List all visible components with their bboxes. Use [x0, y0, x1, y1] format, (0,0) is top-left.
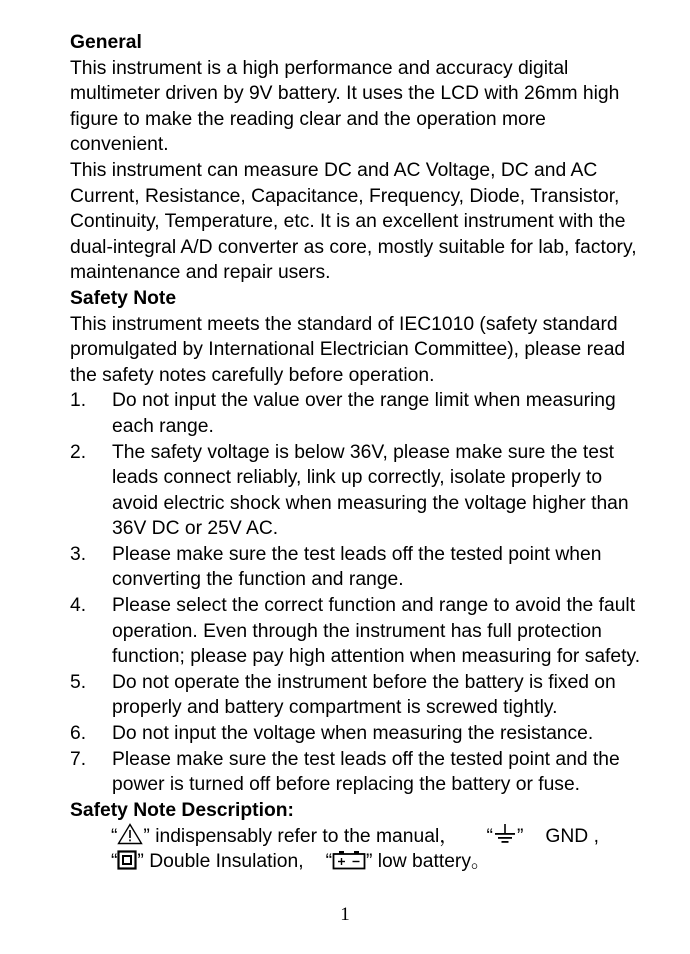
list-item: [70, 670, 670, 721]
text-line: dual-integral A/D converter as core, mostly suitable for lab, factory,: [70, 236, 637, 258]
list-item-number: 6.: [70, 723, 87, 745]
text-line: the safety notes carefully before operation.: [70, 364, 435, 386]
page-number: 1: [340, 904, 350, 925]
low-battery-icon: [332, 850, 366, 870]
list-item: [70, 388, 670, 439]
list-item-number: 3.: [70, 543, 87, 565]
text-line: Do not input the value over the range limit when measuring: [112, 390, 616, 412]
list-item-number: 2.: [70, 441, 87, 463]
list-item: [70, 440, 670, 542]
text-line: each range.: [112, 415, 214, 437]
general-paragraph-2: [70, 158, 670, 286]
open-quote: “: [486, 826, 493, 848]
text-line: multimeter driven by 9V battery. It uses the LCD with 26mm high: [70, 83, 620, 105]
text-line: The safety voltage is below 36V, please make sure the test: [112, 441, 614, 463]
text-line: 36V DC or 25V AC.: [112, 518, 279, 540]
text-line: function; please pay high attention when measuring for safety.: [112, 646, 641, 668]
battery-description: low battery。: [372, 851, 491, 872]
symbol-description-line-2: [70, 849, 670, 875]
close-quote: ”: [516, 826, 524, 848]
warning-description: indispensably refer to the manual，: [149, 826, 459, 848]
ground-icon: [493, 823, 517, 845]
close-quote: ”: [143, 826, 150, 848]
open-quote: “: [325, 851, 332, 872]
safety-description-heading: Safety Note Description:: [70, 799, 294, 821]
symbol-description-line-1: [70, 823, 670, 849]
insulation-description: Double Insulation,: [143, 851, 304, 872]
safety-note-heading: Safety Note: [70, 287, 177, 309]
gnd-description: GND ,: [545, 826, 599, 848]
list-item: [70, 542, 670, 593]
open-quote: “: [111, 826, 118, 848]
open-quote: “: [111, 851, 118, 872]
list-item-number: 4.: [70, 595, 87, 617]
text-line: power is turned off before replacing the battery or fuse.: [112, 774, 581, 796]
text-line: Current, Resistance, Capacitance, Frequency, Diode, Transistor,: [70, 185, 620, 207]
document-page: [70, 30, 670, 875]
safety-list: [70, 388, 670, 798]
text-line: converting the function and range.: [112, 569, 404, 591]
text-line: properly and battery compartment is screwed tightly.: [112, 697, 558, 719]
list-item-number: 1.: [70, 390, 87, 412]
text-line: This instrument can measure DC and AC Voltage, DC and AC: [70, 159, 598, 181]
list-item: [70, 747, 670, 798]
text-line: This instrument is a high performance and accuracy digital: [70, 57, 569, 79]
list-item-number: 5.: [70, 671, 87, 693]
text-line: Please select the correct function and range to avoid the fault: [112, 595, 636, 617]
general-heading: General: [70, 32, 142, 53]
general-paragraph-1: [70, 56, 670, 158]
double-insulation-icon: [117, 850, 137, 870]
text-line: Continuity, Temperature, etc. It is an excellent instrument with the: [70, 211, 626, 233]
close-quote: ”: [137, 851, 144, 872]
text-line: leads connect reliably, link up correctly, isolate properly to: [112, 467, 603, 489]
text-line: promulgated by International Electrician Committee), please read: [70, 339, 626, 361]
text-line: Please make sure the test leads off the tested point and the: [112, 748, 620, 770]
list-item-number: 7.: [70, 748, 87, 770]
warning-triangle-icon: [117, 823, 143, 845]
close-quote: ”: [365, 851, 373, 872]
text-line: maintenance and repair users.: [70, 262, 331, 284]
list-item: [70, 593, 670, 670]
text-line: Do not operate the instrument before the battery is fixed on: [112, 671, 616, 693]
list-item: [70, 721, 670, 747]
text-line: This instrument meets the standard of IEC1010 (safety standard: [70, 313, 618, 335]
safety-intro-paragraph: [70, 312, 670, 389]
text-line: convenient.: [70, 134, 169, 156]
text-line: Do not input the voltage when measuring the resistance.: [112, 723, 594, 745]
text-line: figure to make the reading clear and the operation more: [70, 108, 546, 130]
text-line: operation. Even through the instrument has full protection: [112, 620, 602, 642]
text-line: avoid electric shock when measuring the voltage higher than: [112, 492, 629, 514]
text-line: Please make sure the test leads off the tested point when: [112, 543, 602, 565]
